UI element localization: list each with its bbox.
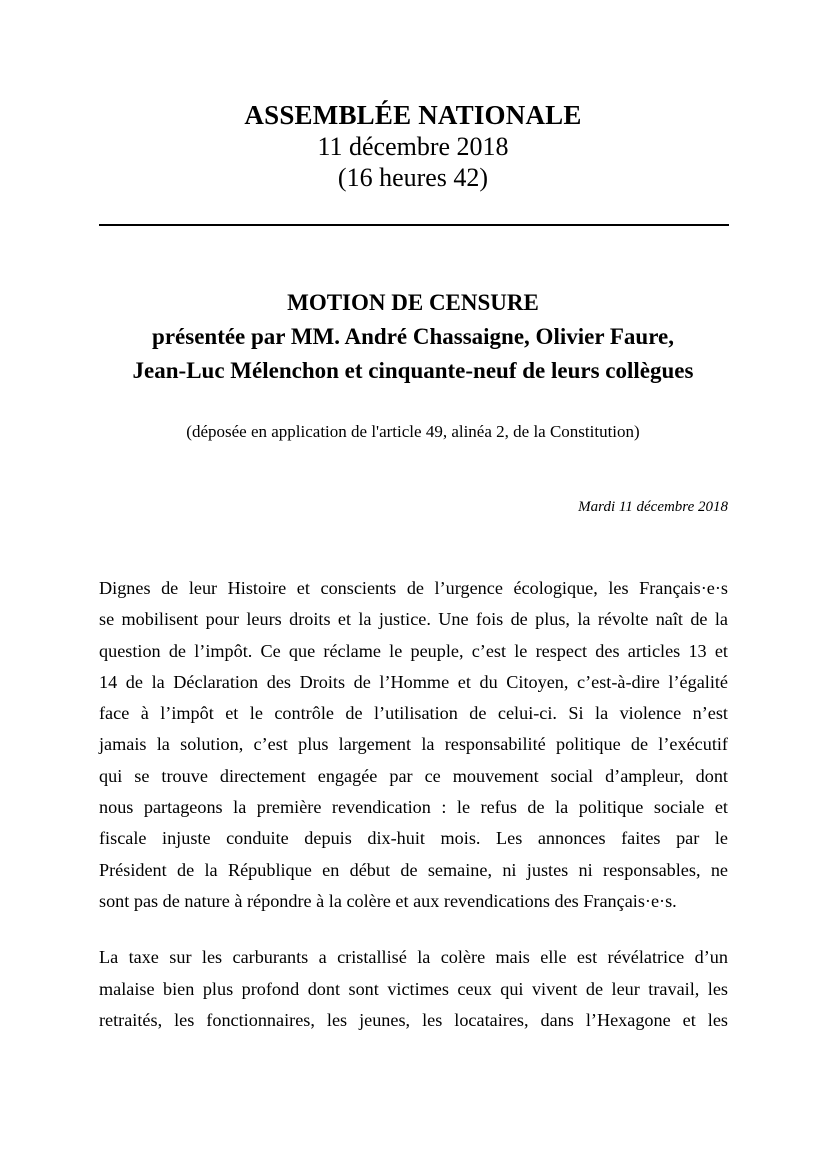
text-line: se mobilisent pour leurs droits et la justice. Une fois de plus, la révolte naît de la — [99, 609, 728, 630]
motion-presenters: présentée par MM. André Chassaigne, Olivier Faure, — [152, 324, 674, 349]
text-line: fiscale injuste conduite depuis dix-huit mois. Les annonces faites par le — [99, 828, 728, 849]
session-date: 11 décembre 2018 — [317, 132, 509, 161]
session-time: (16 heures 42) — [337, 163, 489, 192]
text-line: nous partageons la première revendication : le refus de la politique sociale et — [99, 797, 728, 818]
header-divider — [99, 224, 729, 226]
text-line: Dignes de leur Histoire et conscients de l’urgence écologique, les Français·e·s — [99, 578, 728, 598]
text-line: face à l’impôt et le contrôle de l’utilisation de celui-ci. Si la violence n’est — [99, 703, 728, 724]
text-line: malaise bien plus profond dont sont victimes ceux qui vivent de leur travail, les — [99, 978, 728, 999]
motion-title: MOTION DE CENSURE — [287, 290, 539, 315]
paragraph-2 — [99, 942, 728, 1036]
text-line: sont pas de nature à répondre à la colère et aux revendications des Français·e·s. — [99, 890, 677, 911]
text-line: Président de la République en début de semaine, ni justes ni responsables, ne — [99, 859, 728, 880]
filing-note: (déposée en application de l'article 49, alinéa 2, de la Constitution) — [186, 422, 640, 441]
text-line: retraités, les fonctionnaires, les jeunes, les locataires, dans l’Hexagone et les — [99, 1009, 728, 1030]
text-line: La taxe sur les carburants a cristallisé la colère mais elle est révélatrice d’un — [99, 947, 728, 968]
document-header — [0, 99, 826, 193]
motion-heading — [0, 286, 826, 388]
text-line: qui se trouve directement engagée par ce mouvement social d’ampleur, dont — [99, 765, 728, 786]
motion-cosigners: Jean-Luc Mélenchon et cinquante-neuf de leurs collègues — [132, 358, 694, 383]
paragraph-1 — [99, 573, 728, 917]
text-line: 14 de la Déclaration des Droits de l’Homme et du Citoyen, c’est-à-dire l’égalité — [99, 671, 728, 692]
text-line: question de l’impôt. Ce que réclame le peuple, c’est le respect des articles 13 et — [99, 640, 728, 661]
motion-date: Mardi 11 décembre 2018 — [578, 499, 728, 515]
institution-title: ASSEMBLÉE NATIONALE — [244, 100, 582, 130]
motion-body — [99, 573, 728, 1061]
text-line: jamais la solution, c’est plus largement la responsabilité politique de l’exécutif — [99, 734, 728, 755]
